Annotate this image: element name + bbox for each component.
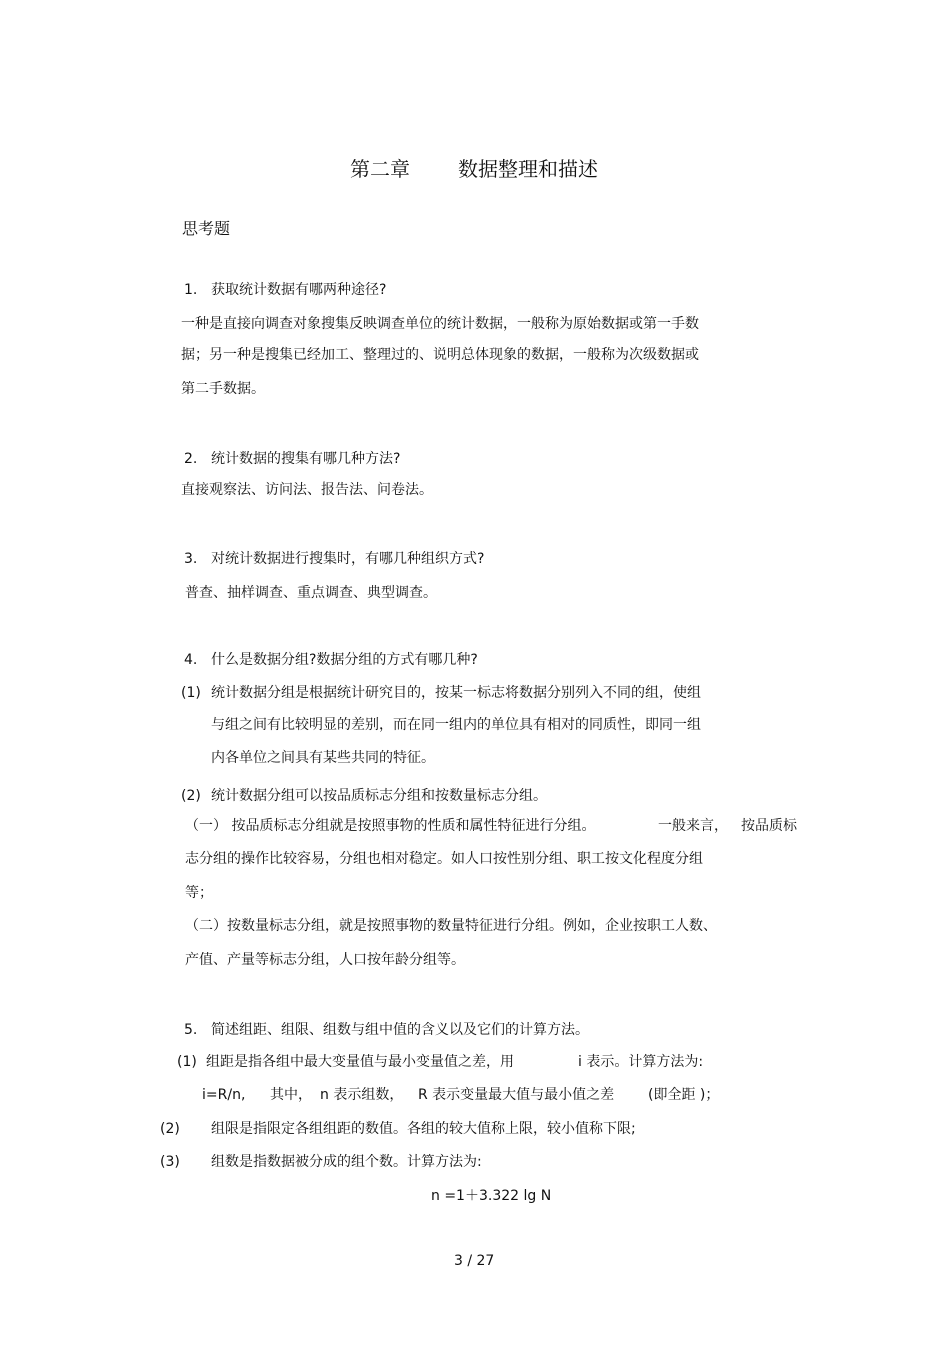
answer-4-item-1-label: (1)	[181, 685, 201, 701]
question-3-number: 3.	[184, 551, 198, 567]
answer-2: 直接观察法、访问法、报告法、问卷法。	[181, 482, 433, 498]
answer-1-line-3: 第二手数据。	[181, 381, 265, 397]
page-number: 3 / 27	[454, 1253, 495, 1269]
question-4-text: 什么是数据分组?数据分组的方式有哪几种?	[211, 652, 478, 668]
answer-5-item-3-label: (3)	[160, 1154, 180, 1170]
answer-5-item-1-text-b: i 表示。计算方法为:	[578, 1054, 704, 1070]
question-2-text: 统计数据的搜集有哪几种方法?	[211, 451, 401, 467]
chapter-title: 数据整理和描述	[458, 157, 598, 181]
answer-5-item-2: 组限是指限定各组组距的数值。各组的较大值称上限，较小值称下限;	[211, 1121, 636, 1137]
question-1-text: 获取统计数据有哪两种途径?	[211, 282, 387, 298]
answer-4-sub-2-line-1: （二）按数量标志分组，就是按照事物的数量特征进行分组。例如，企业按职工人数、	[185, 918, 717, 934]
question-5-number: 5.	[184, 1022, 198, 1038]
answer-5-item-1-label: (1)	[177, 1054, 197, 1070]
question-5-text: 简述组距、组限、组数与组中值的含义以及它们的计算方法。	[211, 1022, 589, 1038]
answer-4-sub-1-line-1c: 按品质标	[741, 818, 797, 834]
answer-1-line-2: 据；另一种是搜集已经加工、整理过的、说明总体现象的数据，一般称为次级数据或	[181, 347, 699, 363]
question-1-number: 1.	[184, 282, 198, 298]
section-heading: 思考题	[182, 219, 231, 238]
question-2-number: 2.	[184, 451, 198, 467]
answer-1-line-1: 一种是直接向调查对象搜集反映调查单位的统计数据，一般称为原始数据或第一手数	[181, 316, 699, 332]
answer-5-where: 其中，	[270, 1087, 312, 1103]
answer-5-r-desc: R 表示变量最大值与最小值之差	[418, 1087, 615, 1103]
answer-5-item-3: 组数是指数据被分成的组个数。计算方法为:	[211, 1154, 482, 1170]
answer-4-item-1-line-2: 与组之间有比较明显的差别，而在同一组内的单位具有相对的同质性，即同一组	[211, 717, 701, 733]
answer-4-item-1-line-3: 内各单位之间具有某些共同的特征。	[211, 750, 435, 766]
formula-group-count: n =1＋3.322 lg N	[431, 1188, 552, 1204]
answer-4-sub-1-line-3: 等；	[185, 885, 213, 901]
question-4-number: 4.	[184, 652, 198, 668]
answer-4-sub-1-line-1a: （一） 按品质标志分组就是按照事物的性质和属性特征进行分组。	[185, 818, 596, 834]
answer-4-item-2: 统计数据分组可以按品质标志分组和按数量标志分组。	[211, 788, 547, 804]
answer-4-item-2-label: (2)	[181, 788, 201, 804]
formula-group-interval: i=R/n,	[202, 1087, 246, 1103]
answer-4-sub-1-line-1b: 一般来言，	[658, 818, 728, 834]
answer-4-sub-2-line-2: 产值、产量等标志分组，人口按年龄分组等。	[185, 952, 465, 968]
answer-5-item-1-text-a: 组距是指各组中最大变量值与最小变量值之差，用	[206, 1054, 514, 1070]
answer-4-sub-1-line-2: 志分组的操作比较容易，分组也相对稳定。如人口按性别分组、职工按文化程度分组	[185, 851, 703, 867]
answer-3: 普查、抽样调查、重点调查、典型调查。	[185, 585, 437, 601]
answer-5-range-note: (即全距 )；	[648, 1087, 720, 1103]
chapter-number: 第二章	[350, 157, 410, 181]
answer-5-item-2-label: (2)	[160, 1121, 180, 1137]
answer-5-n-desc: n 表示组数，	[320, 1087, 404, 1103]
answer-4-item-1-line-1: 统计数据分组是根据统计研究目的，按某一标志将数据分别列入不同的组，使组	[211, 685, 701, 701]
question-3-text: 对统计数据进行搜集时，有哪几种组织方式?	[211, 551, 485, 567]
